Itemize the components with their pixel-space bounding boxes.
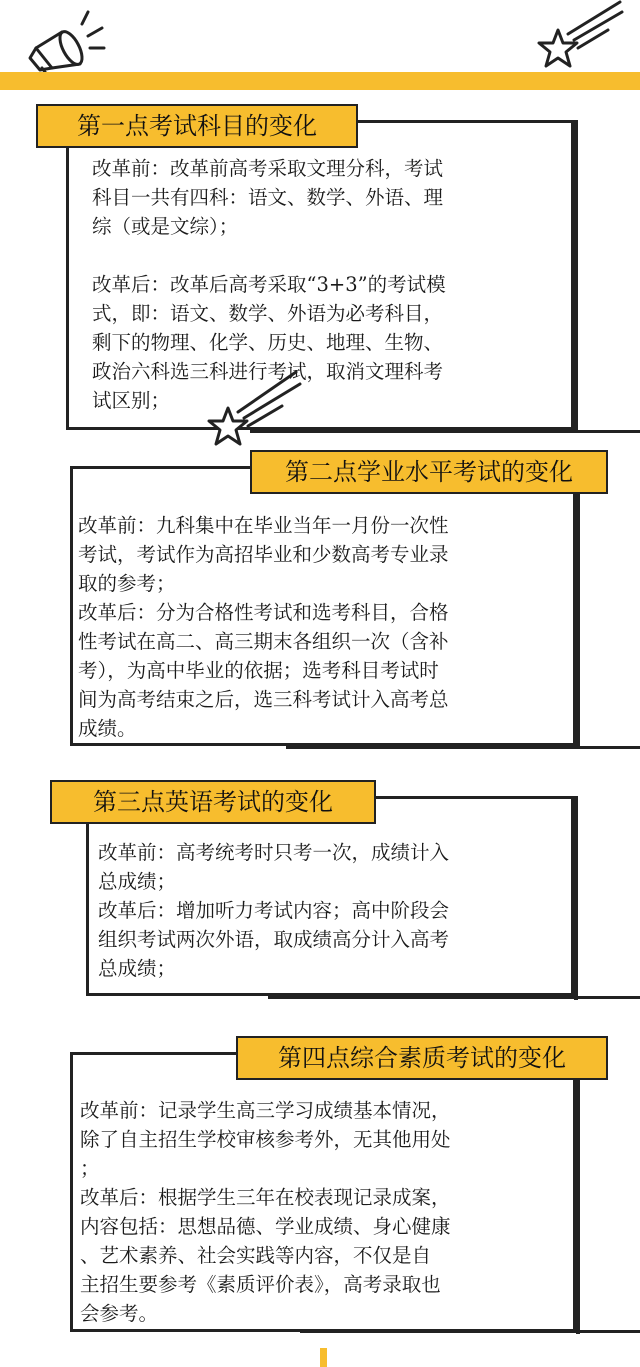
section-4-body: 改革前：记录学生高三学习成绩基本情况， 除了自主招生学校审核参考外，无其他用处 ； 改革后：根据学生三年在校表现记录成案， 内容包括：思想品德、学业成绩、身心健康 、艺术素养、社会实践等内容，不仅是自 主招生要参考《素质评价表》，高考录取也 会参考。 — [80, 1099, 451, 1325]
section-3-underline — [268, 996, 640, 999]
section-2-body: 改革前：九科集中在毕业当年一月份一次性 考试，考试作为高招毕业和少数高考专业录 取的参考； 改革后：分为合格性考试和选考科目，合格 性考试在高二、高三期末各组织一次（含补 考），为高中毕业的依据；选考科目考试时 间为高考结束之后，选三科考试计入高考总 成绩。 — [78, 514, 449, 740]
section-1-title: 第一点考试科目的变化 — [36, 104, 358, 148]
section-2-shadow — [576, 466, 580, 748]
section-2-underline — [286, 746, 640, 749]
shooting-star-icon — [528, 0, 628, 76]
shooting-star-icon — [196, 362, 306, 454]
section-1-shadow — [574, 120, 578, 432]
section-3-body: 改革前：高考统考时只考一次，成绩计入 总成绩； 改革后：增加听力考试内容；高中阶段会 组织考试两次外语，取成绩高分计入高考 总成绩； — [98, 841, 450, 980]
megaphone-icon — [22, 2, 112, 78]
section-2-title: 第二点学业水平考试的变化 — [250, 450, 608, 494]
section-1-underline — [250, 430, 640, 433]
bottom-accent-bar — [320, 1348, 327, 1367]
section-3-title: 第三点英语考试的变化 — [50, 780, 376, 824]
section-4-shadow — [576, 1052, 580, 1334]
top-accent-bar — [0, 72, 640, 90]
section-3-shadow — [574, 796, 578, 1000]
section-1-body: 改革前：改革前高考采取文理分科，考试 科目一共有四科：语文、数学、外语、理 综（或是文综）； 改革后：改革后高考采取“3+3”的考试模 式，即：语文、数学、外语为必考科目， 剩下的物理、化学、历史、地理、生物、 政治六科选三科进行考试，取消文理科考 试区别； — [92, 157, 446, 412]
section-4-title: 第四点综合素质考试的变化 — [236, 1036, 608, 1080]
